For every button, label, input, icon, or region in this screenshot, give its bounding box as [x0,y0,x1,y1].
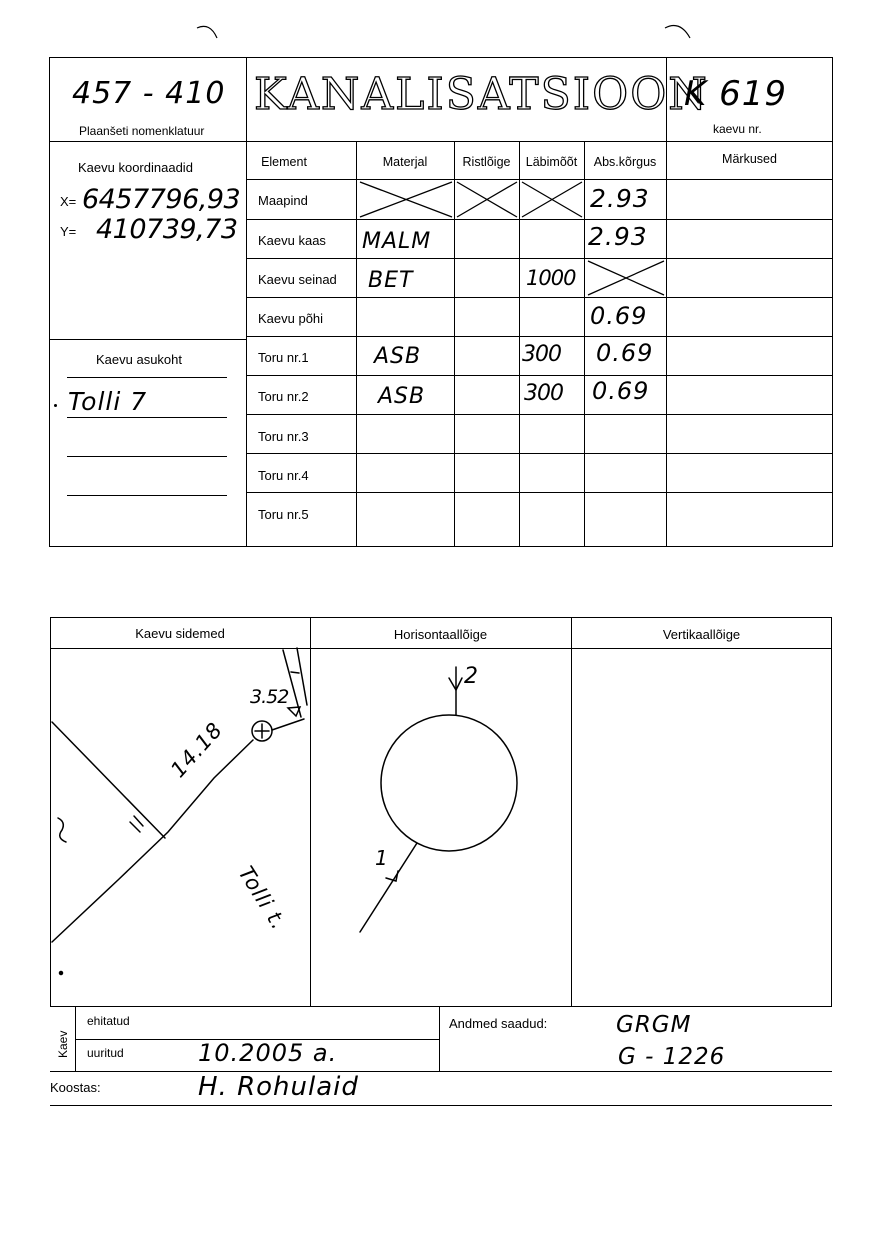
plan-number-label: Plaanšeti nomenklatuur [79,124,205,138]
tick-mark [130,816,143,832]
distance-to-building: 3.52 [250,686,289,708]
distance-along-street: 14.18 [166,717,228,783]
column-header-diameter: Läbimõõt [525,155,578,169]
location-value: Tolli 7 [68,387,148,416]
pipe-1-number: 1 [375,846,389,870]
pipe-2-number: 2 [464,664,479,689]
street-name-label: Tolli t. [233,862,292,935]
pipe-2-diameter-value: 300 [524,381,563,406]
form-title: KANALISATSIOON [254,69,709,120]
author-value: H. Rohulaid [198,1072,359,1102]
tie-line [272,719,304,730]
data-source-primary: GRGM [616,1012,692,1038]
row-label-pipe-3: Toru nr.3 [258,429,309,444]
pipe-1-material-value: ASB [374,344,422,369]
pipe-2-height-value: 0.69 [592,377,650,405]
surveyed-label: uuritud [87,1046,124,1060]
walls-diameter-value: 1000 [526,266,576,290]
coordinate-x-prefix: X= [60,194,77,209]
well-number: K 619 [684,74,787,114]
bottom-height-value: 0.69 [590,302,648,330]
building-edge [291,672,299,673]
location-label: Kaevu asukoht [96,352,183,367]
data-source-secondary: G - 1226 [618,1044,726,1070]
row-label-pipe-4: Toru nr.4 [258,468,309,483]
coordinates-label: Kaevu koordinaadid [78,160,193,175]
plan-number: 457 - 410 [72,76,226,111]
column-header-element: Element [261,155,307,169]
row-label-ground: Maapind [258,193,308,208]
cover-height-value: 2.93 [588,222,648,251]
well-circle [381,715,517,851]
pipe-1-diameter-value: 300 [522,342,561,367]
divider [50,1071,832,1072]
cover-material-value: MALM [362,229,432,254]
coordinate-x: 6457796,93 [82,184,241,215]
column-header-abs-height: Abs.kõrgus [593,155,657,169]
built-label: ehitatud [87,1014,130,1028]
pipe-2-material-value: ASB [378,384,426,409]
boundary-line [52,722,165,838]
pipe-1-height-value: 0.69 [596,339,654,367]
divider [50,1105,832,1106]
scribble-mark [58,818,66,842]
row-label-pipe-2: Toru nr.2 [258,389,309,404]
row-label-well-bottom: Kaevu põhi [258,311,324,326]
column-header-material: Materjal [382,155,428,169]
divider [439,1007,440,1071]
surveyed-value: 10.2005 a. [198,1039,338,1067]
ink-dot [60,972,63,975]
street-line [52,740,253,942]
well-side-label: Kaev [56,1030,70,1058]
coordinate-y-prefix: Y= [60,224,77,239]
horizontal-section-label: Horisontaallõige [393,627,488,642]
ground-height-value: 2.93 [590,184,650,213]
data-source-label: Andmed saadud: [449,1016,548,1031]
row-label-well-cover: Kaevu kaas [258,233,326,248]
row-label-pipe-5: Toru nr.5 [258,507,309,522]
coordinate-y: 410739,73 [96,214,238,245]
walls-material-value: BET [368,268,414,293]
vertical-section-label: Vertikaallõige [662,627,741,642]
row-label-pipe-1: Toru nr.1 [258,350,309,365]
connections-label: Kaevu sidemed [135,626,225,641]
well-number-label: kaevu nr. [713,122,762,136]
column-header-notes: Märkused [722,152,777,166]
row-label-well-walls: Kaevu seinad [258,272,337,287]
column-header-cross-section: Ristlõige [462,155,511,169]
well-symbol-cross [255,724,269,738]
author-label: Koostas: [50,1080,101,1095]
